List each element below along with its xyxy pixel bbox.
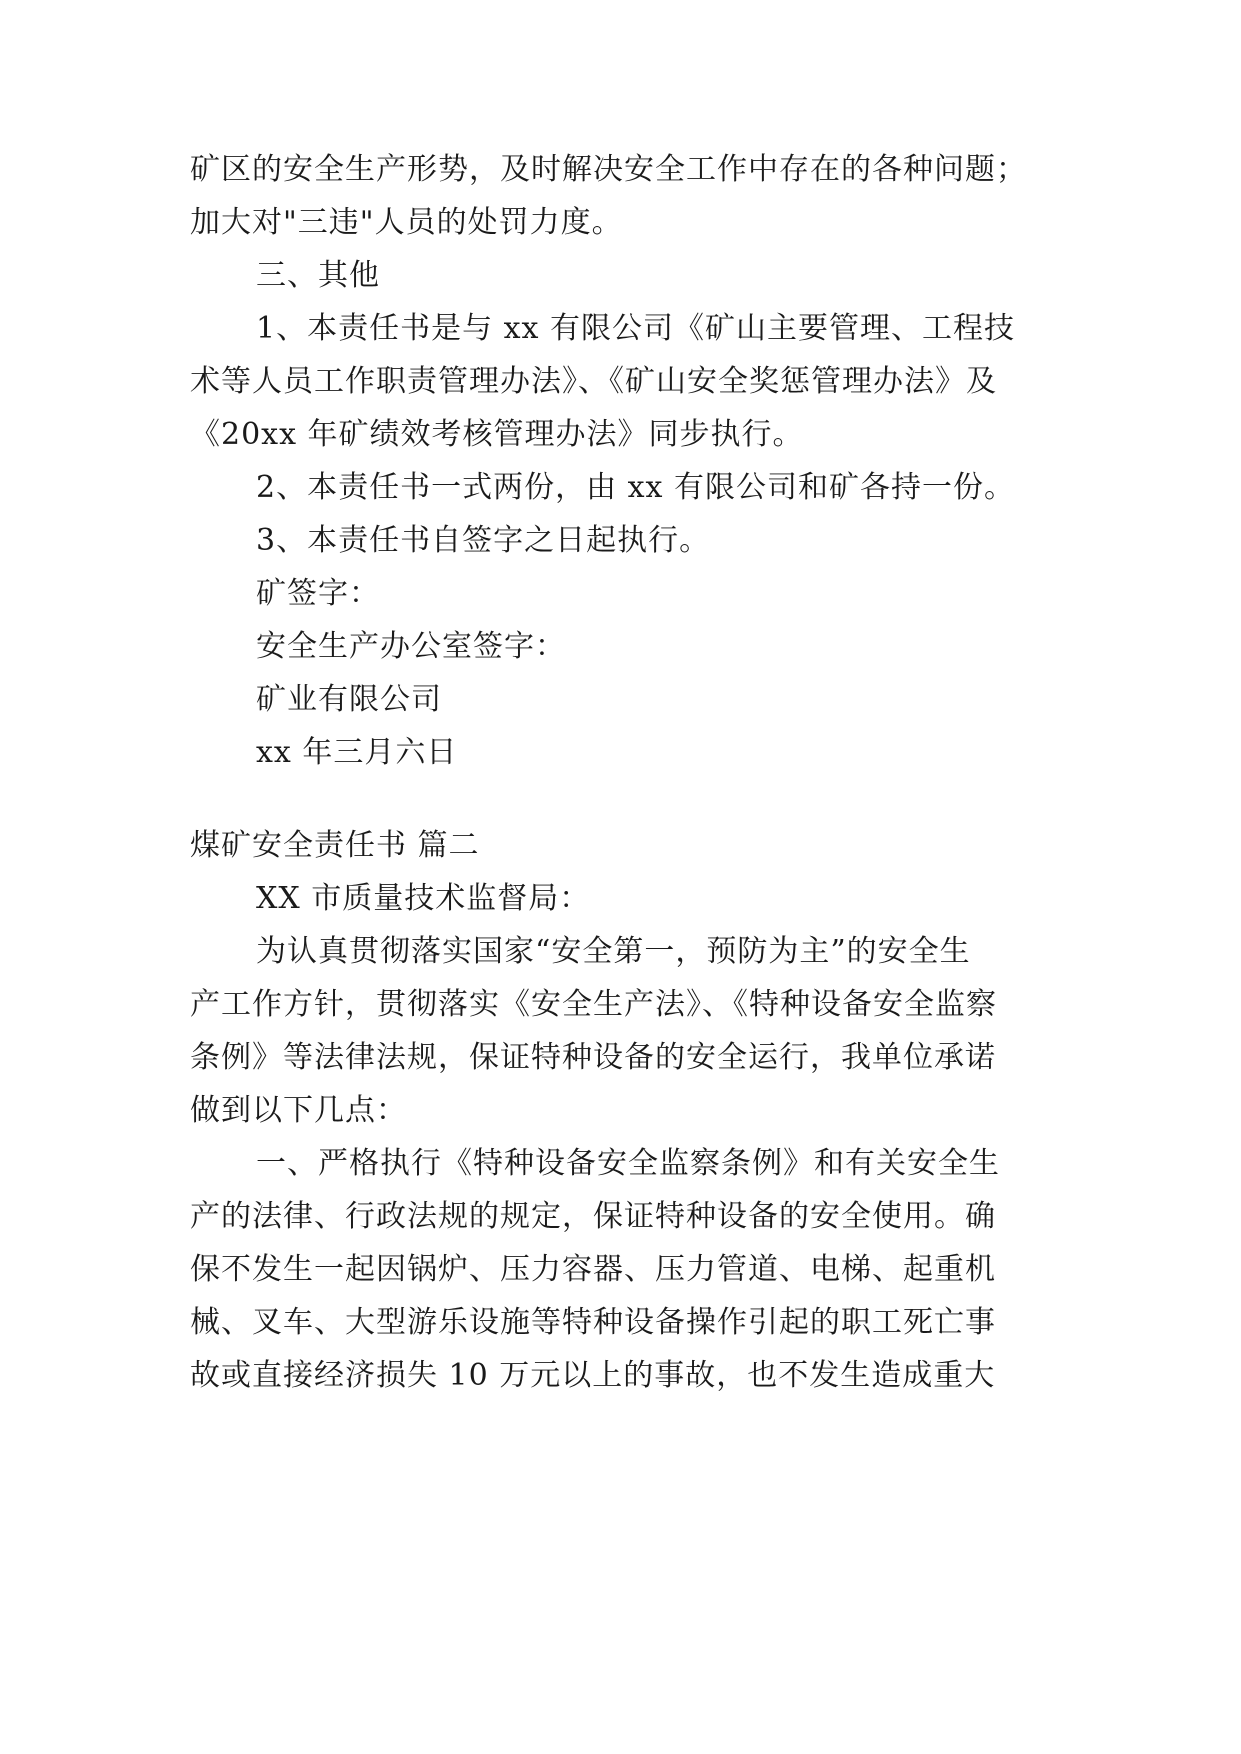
body-text-line: 加大对"三违"人员的处罚力度。 [190, 205, 623, 240]
body-text-line: 产工作方针，贯彻落实《安全生产法》、《特种设备安全监察 [190, 987, 997, 1022]
body-text-line: 矿区的安全生产形势，及时解决安全工作中存在的各种问题； [190, 152, 1027, 187]
body-text-line: 为认真贯彻落实国家“安全第一，预防为主”的安全生 [256, 934, 971, 969]
body-text-line: 术等人员工作职责管理办法》、《矿山安全奖惩管理办法》及 [190, 364, 997, 399]
body-text-line: 故或直接经济损失 10 万元以上的事故，也不发生造成重大 [190, 1358, 996, 1393]
signature-label: 矿签字： [256, 576, 380, 611]
body-text-line: 一、严格执行《特种设备安全监察条例》和有关安全生 [256, 1146, 1000, 1181]
body-text-line: 《20xx 年矿绩效考核管理办法》同步执行。 [190, 417, 804, 452]
body-text-line: 做到以下几点： [190, 1093, 407, 1128]
addressee: XX 市质量技术监督局： [256, 881, 591, 916]
body-text-line: 产的法律、行政法规的规定，保证特种设备的安全使用。确 [190, 1199, 996, 1234]
list-item-text: 2、本责任书一式两份，由 xx 有限公司和矿各持一份。 [256, 470, 1015, 505]
document-date: xx 年三月六日 [256, 735, 458, 770]
company-name: 矿业有限公司 [256, 682, 442, 717]
body-text-line: 械、叉车、大型游乐设施等特种设备操作引起的职工死亡事 [190, 1305, 996, 1340]
section-title: 煤矿安全责任书 篇二 [190, 828, 480, 863]
section-heading: 三、其他 [256, 258, 380, 293]
body-text-line: 条例》等法律法规，保证特种设备的安全运行，我单位承诺 [190, 1040, 996, 1075]
signature-label: 安全生产办公室签字： [256, 629, 566, 664]
list-item-text: 1、本责任书是与 xx 有限公司《矿山主要管理、工程技 [256, 311, 1015, 346]
body-text-line: 保不发生一起因锅炉、压力容器、压力管道、电梯、起重机 [190, 1252, 996, 1287]
list-item-text: 3、本责任书自签字之日起执行。 [256, 523, 711, 558]
